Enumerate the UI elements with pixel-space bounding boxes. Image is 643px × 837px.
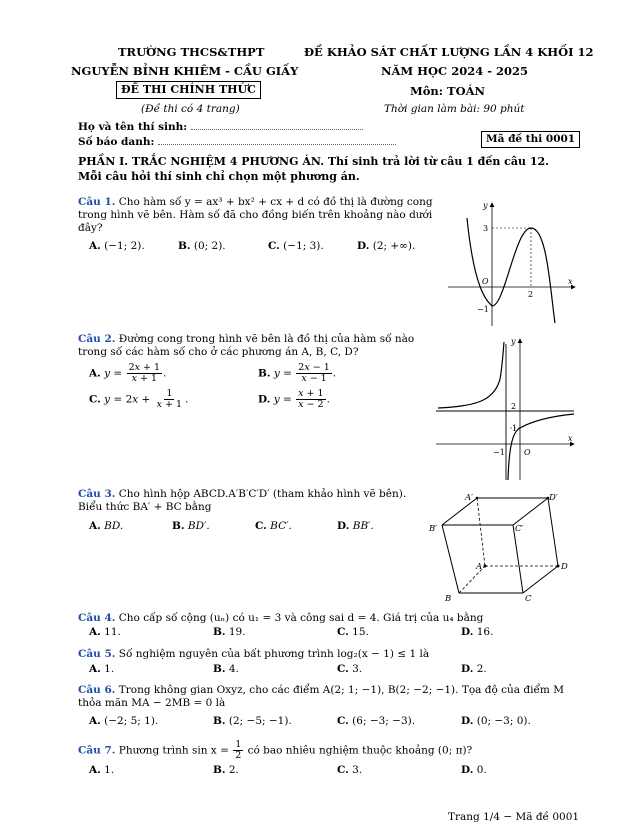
- q2-label: Câu 2.: [78, 333, 116, 345]
- q3-option-b[interactable]: B. BD′.: [172, 520, 210, 532]
- q3-label: Câu 3.: [78, 488, 116, 500]
- vertex-b: B: [445, 594, 452, 604]
- vertex-c: C: [525, 594, 532, 604]
- q5-option-d[interactable]: D. 2.: [461, 663, 487, 675]
- vertex-a1: A′: [465, 493, 474, 503]
- g1-y-tick: 3: [483, 224, 489, 233]
- lower-branch: [508, 414, 574, 480]
- exam-title: ĐỀ KHẢO SÁT CHẤT LƯỢNG LẦN 4 KHỐI 12: [304, 45, 594, 59]
- id-dots: [158, 135, 396, 145]
- q1-line3: đây?: [78, 222, 103, 235]
- g1-x-tick: 2: [528, 290, 534, 299]
- q7-post: có bao nhiêu nghiệm thuộc khoảng (0; π)?: [247, 744, 473, 757]
- q6-option-b[interactable]: B. (2; −5; −1).: [213, 715, 292, 727]
- vertex-d1: D′: [549, 493, 558, 503]
- q4-label: Câu 4.: [78, 612, 116, 624]
- hyperbola-graph: [434, 334, 579, 484]
- q3-option-d[interactable]: D. BB′.: [337, 520, 374, 532]
- question-5: [78, 648, 429, 661]
- g2-x-label: x: [568, 434, 573, 443]
- g1-y-label: y: [483, 201, 488, 210]
- g2-y-label: y: [511, 337, 516, 346]
- q5-option-c[interactable]: C. 3.: [337, 663, 363, 675]
- q6-option-a[interactable]: A. (−2; 5; 1).: [89, 715, 159, 727]
- exam-code: Mã đề thi 0001: [481, 131, 580, 148]
- g2-y-tick2: 2: [511, 402, 517, 411]
- question-6: [78, 684, 583, 710]
- name-dots: [191, 120, 363, 130]
- q3-option-a[interactable]: A. BD.: [89, 520, 124, 532]
- question-7: [78, 740, 472, 761]
- q4-option-a[interactable]: A. 11.: [89, 626, 121, 638]
- q7-label: Câu 7.: [78, 744, 116, 757]
- q7-pre: Phương trình sin x =: [118, 744, 229, 757]
- q1-option-a[interactable]: A. (−1; 2).: [89, 240, 145, 252]
- g1-x-label: x: [568, 277, 573, 286]
- q4-option-b[interactable]: B. 19.: [213, 626, 246, 638]
- section-header: [78, 155, 549, 169]
- q1-line1: Cho hàm số y = ax³ + bx² + cx + d có đồ thị là đường cong: [118, 196, 433, 208]
- q7-option-d[interactable]: D. 0.: [461, 764, 487, 776]
- school-name-2: NGUYỄN BỈNH KHIÊM - CẦU GIẤY: [71, 64, 299, 78]
- question-3: [78, 488, 418, 514]
- q2-option-c[interactable]: C. y = 2x + $\frac{1}{x + 1}$ .: [89, 388, 189, 410]
- g2-y-tick1: 1: [512, 424, 518, 433]
- q3-line2: Biểu thức BA′ + BC bằng: [78, 501, 212, 514]
- section-desc-2: Mỗi câu hỏi thí sinh chỉ chọn một phương án.: [78, 170, 360, 183]
- id-label: Số báo danh:: [78, 136, 155, 148]
- vertex-c1: C′: [515, 524, 524, 534]
- id-field[interactable]: [78, 135, 396, 149]
- school-year: NĂM HỌC 2024 - 2025: [381, 64, 529, 78]
- q5-label: Câu 5.: [78, 648, 116, 660]
- q1-option-d[interactable]: D. (2; +∞).: [357, 240, 416, 252]
- q7-option-a[interactable]: A. 1.: [89, 764, 115, 776]
- q1-option-c[interactable]: C. (−1; 3).: [268, 240, 324, 252]
- school-name: TRƯỜNG THCS&THPT: [118, 45, 265, 59]
- parallelepiped-figure: [425, 488, 580, 606]
- q1-option-b[interactable]: B. (0; 2).: [178, 240, 226, 252]
- g2-origin: O: [524, 448, 531, 457]
- question-4: [78, 612, 483, 625]
- q6-option-c[interactable]: C. (6; −3; −3).: [337, 715, 416, 727]
- name-field[interactable]: [78, 120, 363, 134]
- cubic-graph: [445, 198, 580, 330]
- vertex-a: A: [476, 562, 483, 572]
- q5-option-b[interactable]: B. 4.: [213, 663, 239, 675]
- q2-option-b[interactable]: B. y = $\frac{2x - 1}{x - 1}$ .: [258, 362, 337, 384]
- page-footer: Trang 1/4 − Mã đề 0001: [448, 811, 580, 823]
- g1-origin: O: [482, 277, 489, 286]
- q5-option-a[interactable]: A. 1.: [89, 663, 115, 675]
- q6-line2: thỏa mãn MA − 2MB = 0 là: [78, 697, 226, 710]
- question-2: [78, 333, 428, 359]
- section-desc: Thí sinh trả lời từ câu 1 đến câu 12.: [327, 155, 549, 168]
- q7-fraction: $\frac{1}{2}$: [235, 739, 242, 761]
- name-label: Họ và tên thí sinh:: [78, 121, 188, 133]
- q2-option-d[interactable]: D. y = $\frac{x + 1}{x - 2}$ .: [258, 388, 330, 410]
- section-title: PHẦN I. TRẮC NGHIỆM 4 PHƯƠNG ÁN.: [78, 155, 325, 168]
- q7-option-b[interactable]: B. 2.: [213, 764, 239, 776]
- vertex-d: D: [561, 562, 568, 572]
- q7-option-c[interactable]: C. 3.: [337, 764, 363, 776]
- q6-line1: Trong không gian Oxyz, cho các điểm A(2; 1; −1), B(2; −2; −1). Tọa độ của điểm M: [118, 684, 564, 696]
- official-badge: ĐỀ THI CHÍNH THỨC: [116, 81, 261, 99]
- q2-option-a[interactable]: A. y = $\frac{2x + 1}{x + 1}$ .: [89, 362, 167, 384]
- q5-text: Số nghiệm nguyên của bất phương trình log₂(x − 1) ≤ 1 là: [118, 648, 430, 660]
- q6-label: Câu 6.: [78, 684, 116, 696]
- vertex-b1: B′: [429, 524, 438, 534]
- q4-option-c[interactable]: C. 15.: [337, 626, 369, 638]
- q3-line1: Cho hình hộp ABCD.A′B′C′D′ (tham khảo hình vẽ bên).: [118, 488, 407, 500]
- exam-time: Thời gian làm bài: 90 phút: [384, 103, 525, 115]
- q2-line2: trong số các hàm số cho ở các phương án A, B, C, D?: [78, 346, 359, 359]
- q4-option-d[interactable]: D. 16.: [461, 626, 494, 638]
- upper-branch: [438, 342, 504, 408]
- q1-line2: trong hình vẽ bên. Hàm số đã cho đồng biến trên khoảng nào dưới: [78, 209, 433, 222]
- q4-text: Cho cấp số cộng (uₙ) có u₁ = 3 và công sai d = 4. Giá trị của u₄ bằng: [118, 612, 484, 624]
- question-1: [78, 196, 443, 235]
- g2-x-tick: −1: [493, 448, 505, 457]
- subject: Môn: TOÁN: [410, 84, 486, 98]
- q3-option-c[interactable]: C. BC′.: [255, 520, 292, 532]
- q6-option-d[interactable]: D. (0; −3; 0).: [461, 715, 531, 727]
- q1-label: Câu 1.: [78, 196, 116, 208]
- q2-line1: Đường cong trong hình vẽ bên là đồ thị của hàm số nào: [118, 333, 415, 345]
- g1-y-neg: −1: [477, 305, 489, 314]
- pages-note: (Đề thi có 4 trang): [141, 103, 240, 115]
